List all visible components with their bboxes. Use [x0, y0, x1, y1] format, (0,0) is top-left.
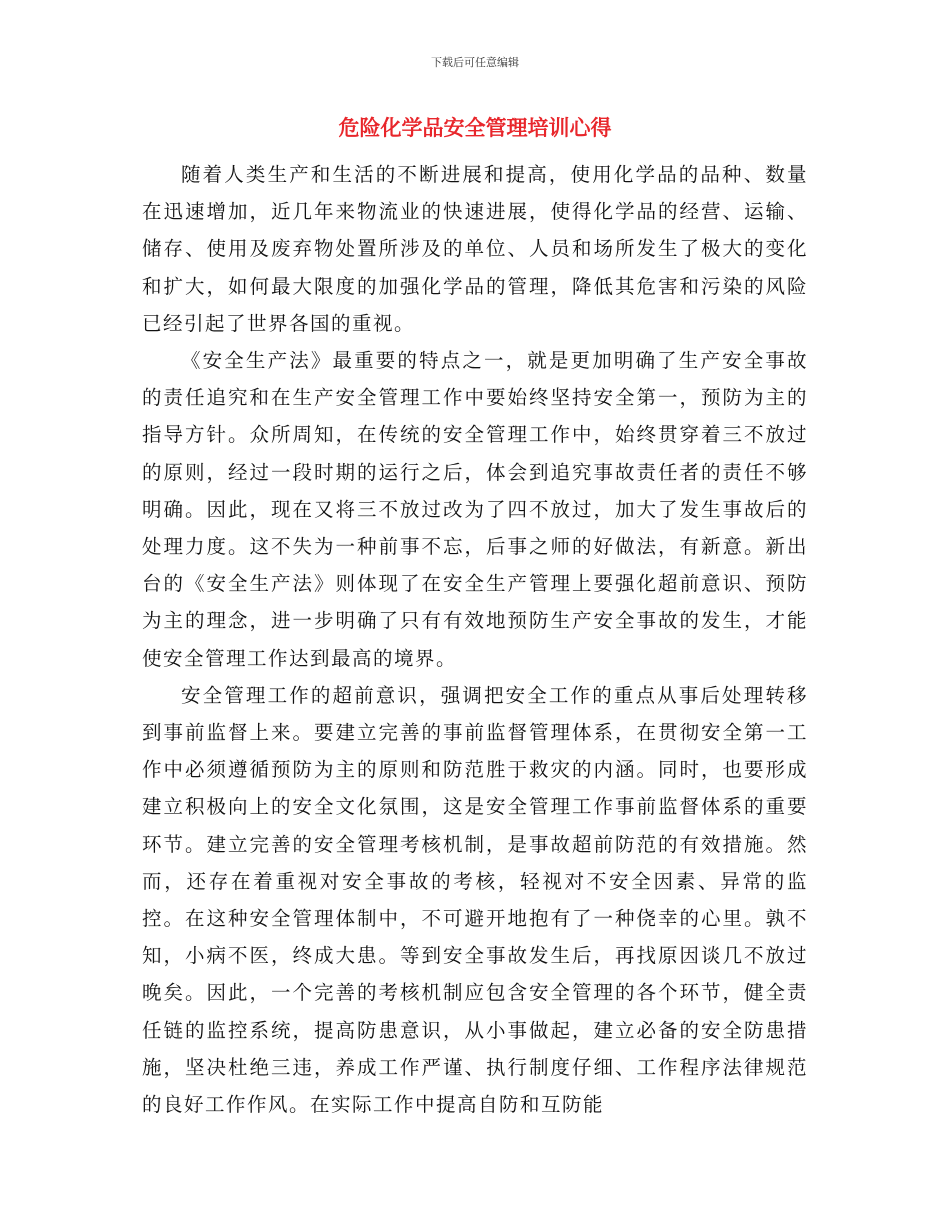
header-note: 下载后可任意编辑 — [431, 56, 519, 69]
document-title: 危险化学品安全管理培训心得 — [338, 116, 612, 140]
paragraph-2: 《安全生产法》最重要的特点之一，就是更加明确了生产安全事故的责任追究和在生产安全管理工作中要始终坚持安全第一，预防为主的指导方针。众所周知，在传统的安全管理工作中，始终贯穿着三不放过的原则，经过一段时期的运行之后，体会到追究事故责任者的责任不够明确。因此，现在又将三不放过改为了四不放过，加大了发生事故后的处理力度。这不失为一种前事不忘，后事之师的好做法，有新意。新出台的《安全生产法》则体现了在安全生产管理上要强化超前意识、预防为主的理念，进一步明确了只有有效地预防生产安全事故的发生，才能使安全管理工作达到最高的境界。 — [142, 349, 808, 670]
paragraph-3: 安全管理工作的超前意识，强调把安全工作的重点从事后处理转移到事前监督上来。要建立完善的事前监督管理体系，在贯彻安全第一工作中必须遵循预防为主的原则和防范胜于救灾的内涵。同时，也要形成建立积极向上的安全文化氛围，这是安全管理工作事前监督体系的重要环节。建立完善的安全管理考核机制，是事故超前防范的有效措施。然而，还存在着重视对安全事故的考核，轻视对不安全因素、异常的监控。在这种安全管理体制中，不可避开地抱有了一种侥幸的心里。孰不知，小病不医，终成大患。等到安全事故发生后，再找原因谈几不放过晚矣。因此，一个完善的考核机制应包含安全管理的各个环节，健全责任链的监控系统，提高防患意识，从小事做起，建立必备的安全防患措施，坚决杜绝三违，养成工作严谨、执行制度仔细、工作程序法律规范的良好工作作风。在实际工作中提高自防和互防能 — [142, 683, 808, 1117]
paragraph-1: 随着人类生产和生活的不断进展和提高，使用化学品的品种、数量在迅速增加，近几年来物流业的快速进展，使得化学品的经营、运输、储存、使用及废弃物处置所涉及的单位、人员和场所发生了极大的变化和扩大，如何最大限度的加强化学品的管理，降低其危害和污染的风险已经引起了世界各国的重视。 — [142, 163, 808, 335]
document-body — [142, 156, 808, 1123]
